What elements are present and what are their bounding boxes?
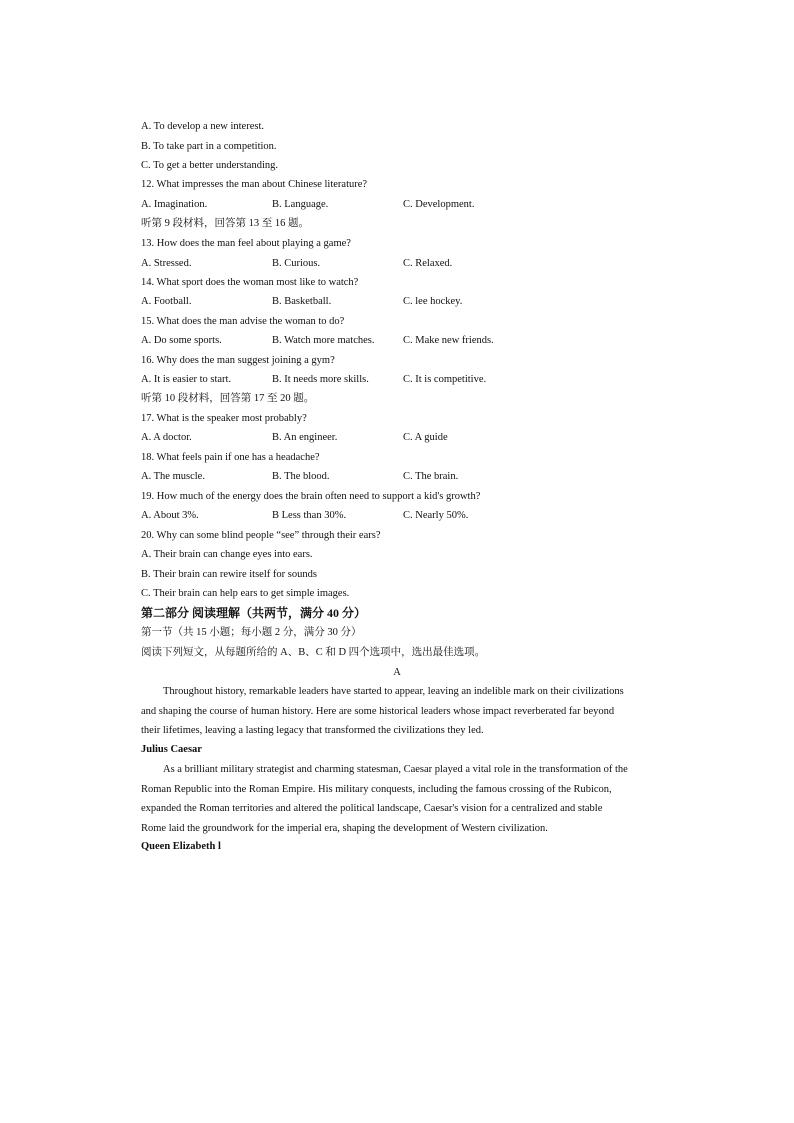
q17-question: 17. What is the speaker most probably?: [141, 413, 307, 424]
passage-label: A: [393, 667, 401, 678]
q12-option-a: A. Imagination.: [141, 199, 208, 210]
q14-option-c: C. lee hockey.: [403, 296, 463, 307]
q19-question: 19. How much of the energy does the brain often need to support a kid's growth?: [141, 491, 481, 502]
q20-question: 20. Why can some blind people “see” through their ears?: [141, 530, 381, 541]
q11-option-c: C. To get a better understanding.: [141, 160, 278, 171]
q15-option-a: A. Do some sports.: [141, 335, 222, 346]
q19-option-a: A. About 3%.: [141, 510, 199, 521]
q16-option-c: C. It is competitive.: [403, 374, 487, 385]
q15-question: 15. What does the man advise the woman to do?: [141, 316, 345, 327]
intro-paragraph: [141, 682, 653, 741]
q16-option-a: A. It is easier to start.: [141, 374, 232, 385]
caesar-paragraph: [141, 760, 653, 838]
q20-option-a: A. Their brain can change eyes into ears.: [141, 549, 313, 560]
q18-option-a: A. The muscle.: [141, 471, 205, 482]
reading-instruction: 阅读下列短文，从每题所给的 A、B、C 和 D 四个选项中，选出最佳选项。: [141, 647, 486, 658]
q12-option-b: B. Language.: [272, 199, 329, 210]
caesar-line: As a brilliant military strategist and charming statesman, Caesar played a vital role in the transformation of the: [163, 764, 628, 775]
q19-option-b: B Less than 30%.: [272, 510, 347, 521]
q14-option-a: A. Football.: [141, 296, 192, 307]
q17-option-b: B. An engineer.: [272, 432, 338, 443]
section-9-instruction: 听第 9 段材料，回答第 13 至 16 题。: [141, 218, 309, 229]
q13-option-b: B. Curious.: [272, 258, 321, 269]
elizabeth-heading: Queen Elizabeth l: [141, 841, 221, 852]
q12-question: 12. What impresses the man about Chinese literature?: [141, 179, 368, 190]
q18-option-b: B. The blood.: [272, 471, 330, 482]
q17-option-a: A. A doctor.: [141, 432, 192, 443]
caesar-line: Rome laid the groundwork for the imperial era, shaping the development of Western civilization.: [141, 822, 548, 834]
q14-option-b: B. Basketball.: [272, 296, 332, 307]
q13-option-c: C. Relaxed.: [403, 258, 453, 269]
caesar-line: expanded the Roman territories and altered the political landscape, Caesar's vision for a centralized and stable: [141, 803, 603, 814]
caesar-line: Roman Republic into the Roman Empire. His military conquests, including the famous crossing of the Rubicon,: [141, 783, 612, 795]
caesar-heading: Julius Caesar: [141, 744, 202, 755]
q15-option-c: C. Make new friends.: [403, 335, 494, 346]
intro-line: and shaping the course of human history. Here are some historical leaders whose impact reverberated far beyond: [141, 705, 615, 717]
q20-option-c: C. Their brain can help ears to get simple images.: [141, 588, 350, 599]
q13-question: 13. How does the man feel about playing a game?: [141, 238, 351, 249]
intro-line: their lifetimes, leaving a lasting legacy that transformed the civilizations they led.: [141, 725, 484, 736]
q18-option-c: C. The brain.: [403, 471, 459, 482]
section-1-note: 第一节（共 15 小题；每小题 2 分，满分 30 分）: [141, 627, 362, 638]
q19-option-c: C. Nearly 50%.: [403, 510, 469, 521]
q13-option-a: A. Stressed.: [141, 258, 192, 269]
q20-option-b: B. Their brain can rewire itself for sounds: [141, 569, 317, 580]
q16-question: 16. Why does the man suggest joining a gym?: [141, 355, 335, 366]
intro-line: Throughout history, remarkable leaders have started to appear, leaving an indelible mark on their civilizations: [163, 686, 624, 697]
q12-option-c: C. Development.: [403, 199, 475, 210]
q14-question: 14. What sport does the woman most like to watch?: [141, 277, 359, 288]
q11-option-b: B. To take part in a competition.: [141, 141, 277, 152]
q15-option-b: B. Watch more matches.: [272, 335, 375, 346]
q11-option-a: A. To develop a new interest.: [141, 121, 264, 132]
part-2-heading: 第二部分 阅读理解（共两节，满分 40 分）: [141, 606, 367, 620]
section-10-instruction: 听第 10 段材料，回答第 17 至 20 题。: [141, 393, 315, 404]
q17-option-c: C. A guide: [403, 432, 448, 443]
q18-question: 18. What feels pain if one has a headache?: [141, 452, 320, 463]
q16-option-b: B. It needs more skills.: [272, 374, 369, 385]
